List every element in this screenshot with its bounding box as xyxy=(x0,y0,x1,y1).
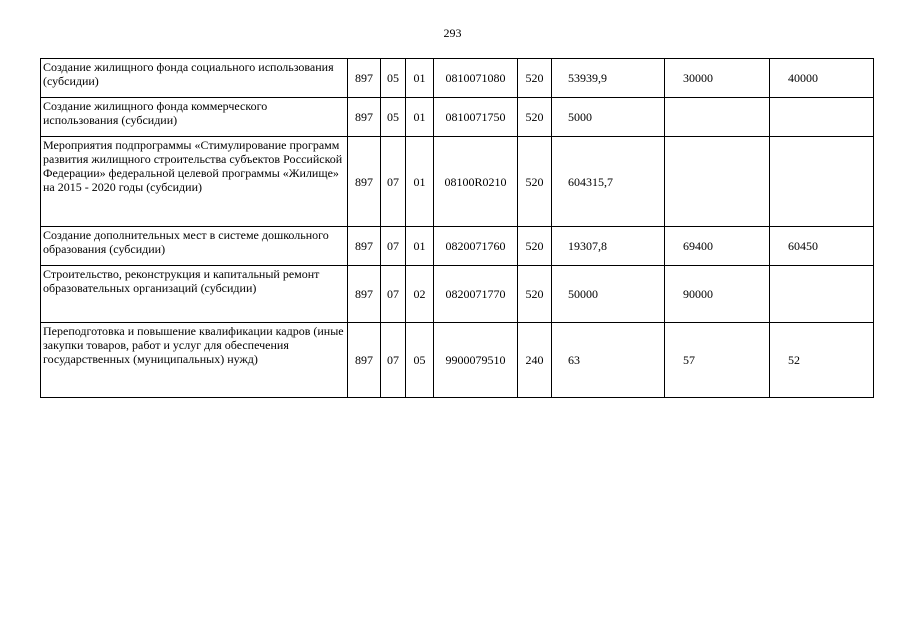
target-article-code: 08100R0210 xyxy=(434,137,518,227)
amount-year-2: 90000 xyxy=(665,266,770,323)
target-article-code: 0820071770 xyxy=(434,266,518,323)
ministry-code: 897 xyxy=(348,59,381,98)
ministry-code: 897 xyxy=(348,227,381,266)
item-name: Мероприятия подпрограммы «Стимулирование программ развития жилищного строительства субъектов Российской Федерации» федеральной целевой программы «Жилище» на 2015 - 2020 годы (субсидии) xyxy=(41,137,348,227)
table-body xyxy=(41,59,874,398)
section-code: 07 xyxy=(381,323,406,398)
amount-year-3 xyxy=(770,266,874,323)
expense-type-code: 520 xyxy=(518,137,552,227)
item-name: Создание дополнительных мест в системе дошкольного образования (субсидии) xyxy=(41,227,348,266)
subsection-code: 01 xyxy=(406,98,434,137)
item-name: Создание жилищного фонда социального использования (субсидии) xyxy=(41,59,348,98)
amount-year-3: 52 xyxy=(770,323,874,398)
table-row xyxy=(41,137,874,227)
item-name: Переподготовка и повышение квалификации кадров (иные закупки товаров, работ и услуг для обеспечения государственных (муниципальных) нужд) xyxy=(41,323,348,398)
expense-type-code: 520 xyxy=(518,59,552,98)
section-code: 07 xyxy=(381,137,406,227)
expense-type-code: 240 xyxy=(518,323,552,398)
expense-type-code: 520 xyxy=(518,98,552,137)
budget-table xyxy=(40,58,874,398)
table-row xyxy=(41,323,874,398)
table-row xyxy=(41,59,874,98)
subsection-code: 02 xyxy=(406,266,434,323)
amount-year-3: 40000 xyxy=(770,59,874,98)
amount-year-2 xyxy=(665,98,770,137)
table-row xyxy=(41,98,874,137)
page-number: 293 xyxy=(443,26,462,40)
amount-year-2: 30000 xyxy=(665,59,770,98)
amount-year-2: 57 xyxy=(665,323,770,398)
item-name: Строительство, реконструкция и капитальный ремонт образовательных организаций (субсидии) xyxy=(41,266,348,323)
amount-year-1: 19307,8 xyxy=(552,227,665,266)
subsection-code: 05 xyxy=(406,323,434,398)
target-article-code: 0810071750 xyxy=(434,98,518,137)
item-name: Создание жилищного фонда коммерческого использования (субсидии) xyxy=(41,98,348,137)
ministry-code: 897 xyxy=(348,266,381,323)
target-article-code: 9900079510 xyxy=(434,323,518,398)
amount-year-1: 50000 xyxy=(552,266,665,323)
target-article-code: 0820071760 xyxy=(434,227,518,266)
amount-year-3 xyxy=(770,137,874,227)
amount-year-1: 63 xyxy=(552,323,665,398)
amount-year-3 xyxy=(770,98,874,137)
ministry-code: 897 xyxy=(348,98,381,137)
amount-year-2: 69400 xyxy=(665,227,770,266)
section-code: 05 xyxy=(381,98,406,137)
section-code: 05 xyxy=(381,59,406,98)
target-article-code: 0810071080 xyxy=(434,59,518,98)
subsection-code: 01 xyxy=(406,227,434,266)
subsection-code: 01 xyxy=(406,59,434,98)
amount-year-3: 60450 xyxy=(770,227,874,266)
subsection-code: 01 xyxy=(406,137,434,227)
expense-type-code: 520 xyxy=(518,227,552,266)
amount-year-1: 5000 xyxy=(552,98,665,137)
table-row xyxy=(41,227,874,266)
ministry-code: 897 xyxy=(348,323,381,398)
section-code: 07 xyxy=(381,227,406,266)
amount-year-1: 604315,7 xyxy=(552,137,665,227)
amount-year-1: 53939,9 xyxy=(552,59,665,98)
table-row xyxy=(41,266,874,323)
ministry-code: 897 xyxy=(348,137,381,227)
amount-year-2 xyxy=(665,137,770,227)
section-code: 07 xyxy=(381,266,406,323)
expense-type-code: 520 xyxy=(518,266,552,323)
